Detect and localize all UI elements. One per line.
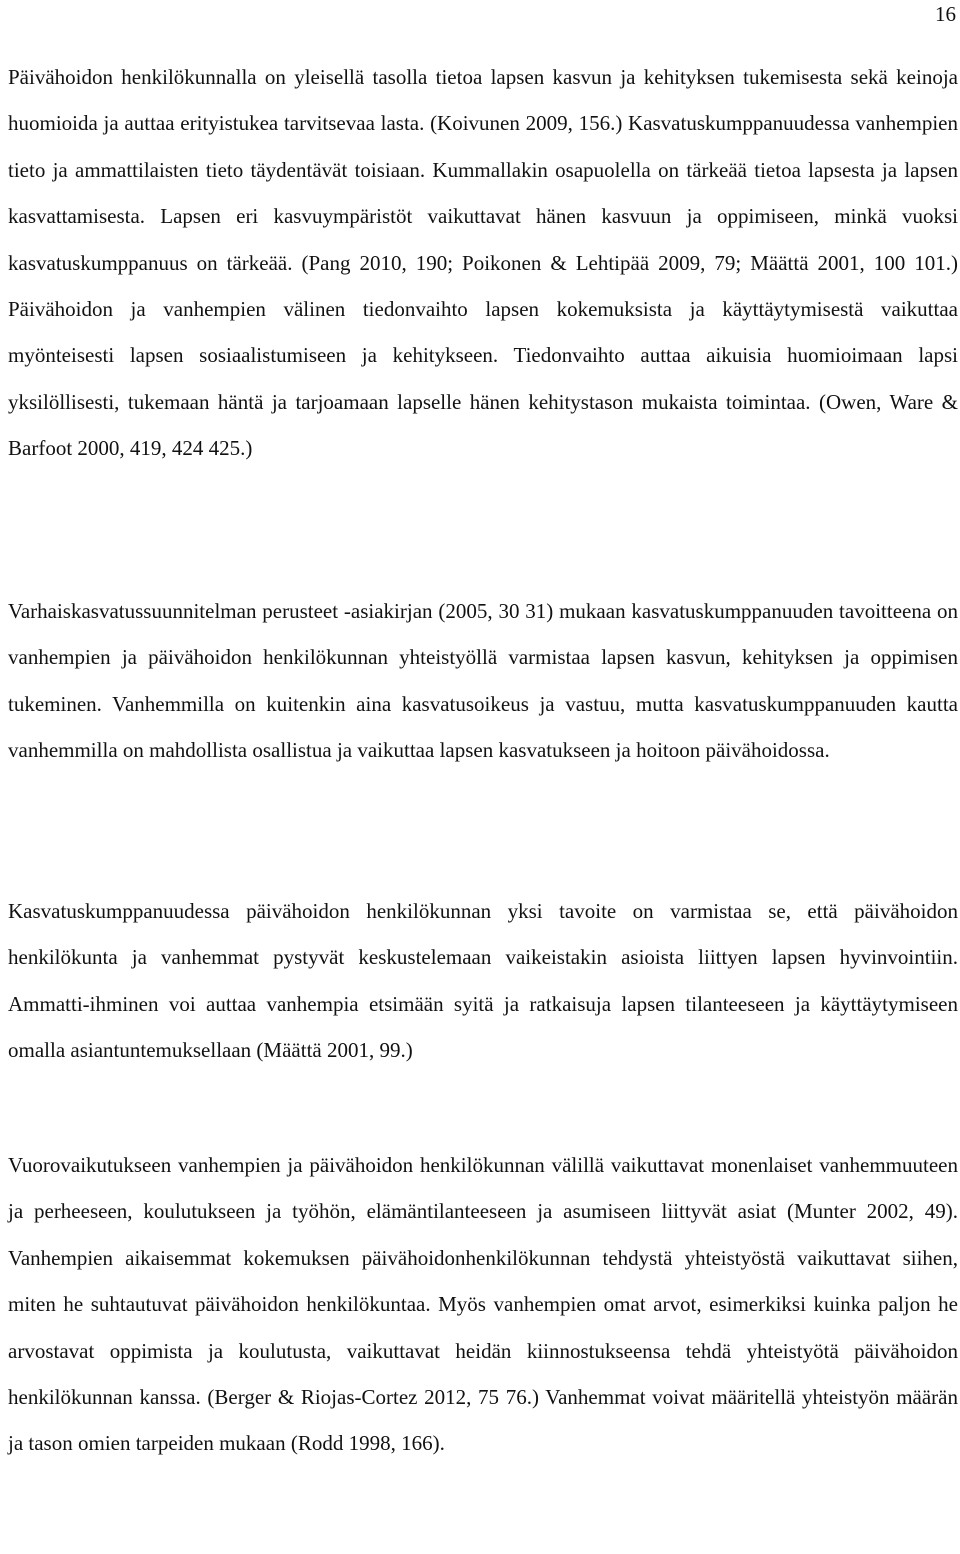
- body-paragraph: Päivähoidon henkilökunnalla on yleisellä tasolla tietoa lapsen kasvun ja kehityksen tukemisesta sekä keinoja huomioida ja auttaa erityistukea tarvitsevaa lasta. (Koivunen 2009, 156.) Kasvatuskumppanuudessa vanhempien tieto ja ammattilaisten tieto täydentävät toisiaan. Kummallakin osapuolella on tärkeää tietoa lapsesta ja lapsen kasvattamisesta. Lapsen eri kasvuympäristöt vaikuttavat hänen kasvuun ja oppimiseen, minkä vuoksi kasvatuskumppanuus on tärkeää. (Pang 2010, 190; Poikonen & Lehtipää 2009, 79; Määttä 2001, 100 101.) Päivähoidon ja vanhempien välinen tiedonvaihto lapsen kokemuksista ja käyttäytymisestä vaikuttaa myönteisesti lapsen sosiaalistumiseen ja kehitykseen. Tiedonvaihto auttaa aikuisia huomioimaan lapsi yksilöllisesti, tukemaan häntä ja tarjoamaan lapselle hänen kehitystason mukaista toimintaa. (Owen, Ware & Barfoot 2000, 419, 424 425.): [8, 65, 958, 461]
- body-paragraph: Vuorovaikutukseen vanhempien ja päivähoidon henkilökunnan välillä vaikuttavat monenlaiset vanhemmuuteen ja perheeseen, koulutukseen ja työhön, elämäntilanteeseen ja asumiseen liittyvät asiat (Munter 2002, 49). Vanhempien aikaisemmat kokemuksen päivähoidonhenkilökunnan tehdystä yhteistyöstä vaikuttavat siihen, miten he suhtautuvat päivähoidon henkilökuntaa. Myös vanhempien omat arvot, esimerkiksi kuinka paljon he arvostavat oppimista ja koulutusta, vaikuttavat heidän kiinnostukseensa tehdä yhteistyötä päivähoidon henkilökunnan kanssa. (Berger & Riojas-Cortez 2012, 75 76.) Vanhemmat voivat määritellä yhteistyön määrän ja tason omien tarpeiden mukaan (Rodd 1998, 166).: [8, 1153, 958, 1456]
- body-paragraph: Varhaiskasvatussuunnitelman perusteet -asiakirjan (2005, 30 31) mukaan kasvatuskumppanuuden tavoitteena on vanhempien ja päivähoidon henkilökunnan yhteistyöllä varmistaa lapsen kasvun, kehityksen ja oppimisen tukeminen. Vanhemmilla on kuitenkin aina kasvatusoikeus ja vastuu, mutta kasvatuskumppanuuden kautta vanhemmilla on mahdollista osallistua ja vaikuttaa lapsen kasvatukseen ja hoitoon päivähoidossa.: [8, 599, 958, 763]
- page-number: 16: [935, 2, 956, 26]
- body-paragraph: Kasvatuskumppanuudessa päivähoidon henkilökunnan yksi tavoite on varmistaa se, että päivähoidon henkilökunta ja vanhemmat pystyvät keskustelemaan vaikeistakin asioista liittyen lapsen hyvinvointiin. Ammatti-ihminen voi auttaa vanhempia etsimään syitä ja ratkaisuja lapsen tilanteeseen ja käyttäytymiseen omalla asiantuntemuksellaan (Määttä 2001, 99.): [8, 899, 958, 1063]
